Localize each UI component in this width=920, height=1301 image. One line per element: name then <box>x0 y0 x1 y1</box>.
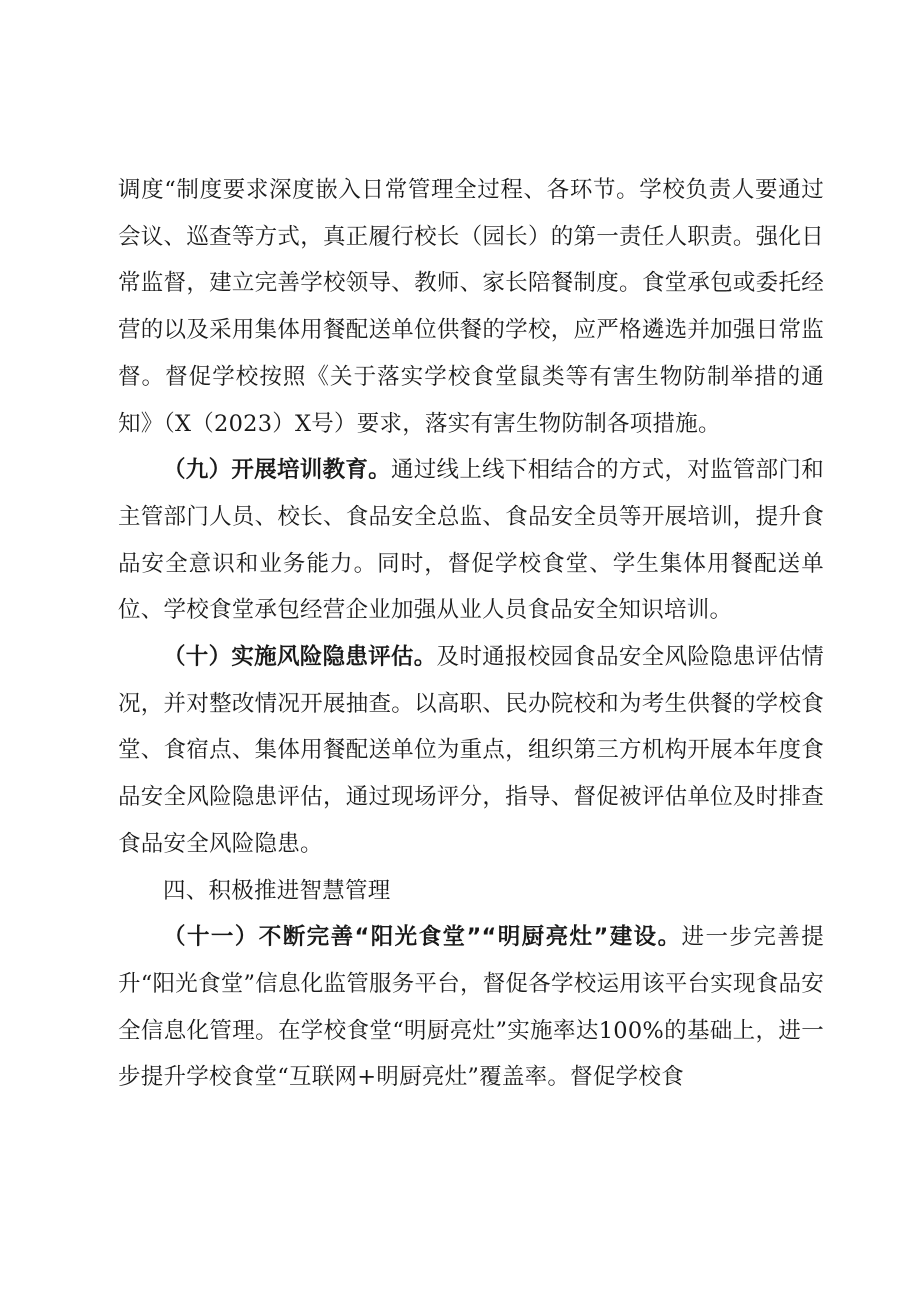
item-title-risk-assessment: （十）实施风险隐患评估。 <box>163 644 437 671</box>
paragraph-canteen-supervision <box>118 167 824 447</box>
paragraph-text: 及时通报校园食品安全风险隐患评估情况，并对整改情况开展抽查。以高职、民办院校和为考生供餐的学校食堂、食宿点、集体用餐配送单位为重点，组织第三方机构开展本年度食品安全风险隐患评估，通过现场评分，指导、督促被评估单位及时排查食品安全风险隐患。 <box>118 644 824 857</box>
document-body <box>118 167 824 1101</box>
paragraph-sunshine-canteen <box>118 914 824 1101</box>
item-title-training: （九）开展培训教育。 <box>163 457 391 484</box>
paragraph-text: 通过线上线下相结合的方式，对监管部门和主管部门人员、校长、食品安全总监、食品安全员等开展培训，提升食品安全意识和业务能力。同时，督促学校食堂、学生集体用餐配送单位、学校食堂承包经营企业加强从业人员食品安全知识培训。 <box>118 457 824 624</box>
paragraph-text: 进一步完善提升“阳光食堂”信息化监管服务平台，督促各学校运用该平台实现食品安全信息化管理。在学校食堂“明厨亮灶”实施率达100%的基础上，进一步提升学校食堂“互联网+明厨亮灶”覆盖率。督促学校食 <box>118 924 825 1091</box>
paragraph-risk-assessment <box>118 634 824 868</box>
paragraph-text: 调度“制度要求深度嵌入日常管理全过程、各环节。学校负责人要通过会议、巡查等方式，真正履行校长（园长）的第一责任人职责。强化日常监督，建立完善学校领导、教师、家长陪餐制度。食堂承包或委托经营的以及采用集体用餐配送单位供餐的学校，应严格遴选并加强日常监督。督促学校按照《关于落实学校食堂鼠类等有害生物防制举措的通知》（X（2023）X号）要求，落实有害生物防制各项措施。 <box>118 177 824 437</box>
item-title-sunshine-canteen: （十一）不断完善“阳光食堂”“明厨亮灶”建设。 <box>163 924 682 951</box>
paragraph-training <box>118 447 824 634</box>
section-heading: 四、积极推进智慧管理 <box>163 877 391 904</box>
